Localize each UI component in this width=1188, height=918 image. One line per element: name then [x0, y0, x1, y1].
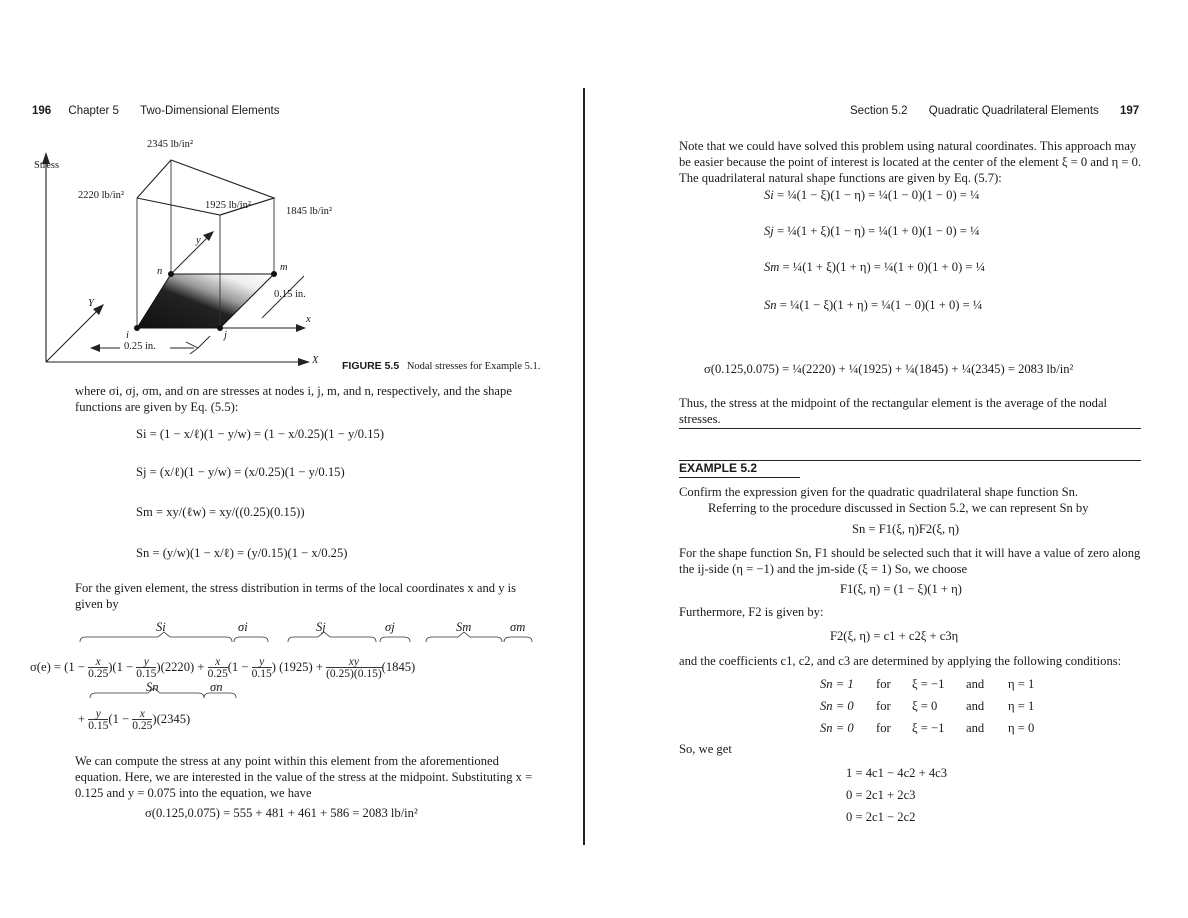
left-page-header: [32, 105, 279, 117]
height-dim-label: 0.15 in.: [274, 289, 306, 300]
natural-sj-name: Sj: [764, 224, 774, 238]
page-gutter: [583, 88, 585, 845]
global-x-arrow-icon: [298, 358, 310, 366]
node-m-label: m: [280, 262, 288, 273]
cond-2-eta: η = 1: [1008, 699, 1035, 713]
section-label: Section 5.2: [850, 105, 908, 117]
example-title-underline: [679, 477, 800, 478]
node-i-label: i: [126, 330, 129, 341]
stress-i-label: 2220 lb/in²: [78, 190, 125, 201]
equation-sn: Sn = F1(ξ, η)F2(ξ, η): [852, 522, 960, 536]
width-dim-label: 0.25 in.: [124, 341, 156, 352]
cond-2-and: and: [966, 699, 985, 713]
cond-1-and: and: [966, 677, 985, 691]
natural-sn-sub: (1 − 0)(1 + 0): [890, 298, 960, 312]
cond-2-s: Sn = 0: [820, 699, 854, 713]
local-x-arrow-icon: [296, 324, 306, 332]
stress-j-label: 1925 lb/in²: [205, 200, 252, 211]
natural-sm-sub: (1 + 0)(1 + 0): [893, 260, 963, 274]
left-para-1: where σi, σj, σm, and σn are stresses at nodes i, j, m, and n, respectively, and the shape functions are given by Eq. (5.5):: [75, 384, 512, 414]
cond-3-xi: ξ = −1: [912, 721, 945, 735]
shape-function-sn: Sn = (y/w)(1 − x/ℓ) = (y/0.15)(1 − x/0.25): [136, 546, 348, 560]
label-sj: Sj: [316, 620, 326, 634]
label-sigma-i: σi: [238, 620, 248, 634]
natural-sm-name: Sm: [764, 260, 780, 274]
figure-caption-label: FIGURE 5.5: [342, 360, 400, 372]
natural-si-name: Si: [764, 188, 774, 202]
local-y-axis: [171, 235, 210, 274]
global-x-label: X: [312, 355, 319, 366]
section-rule-1: [679, 428, 1141, 429]
label-sigma-j: σj: [385, 620, 395, 634]
cond-3-s: Sn = 0: [820, 721, 854, 735]
system-eq-2: 0 = 2c1 + 2c3: [846, 788, 916, 802]
right-para-1: Note that we could have solved this problem using natural coordinates. This approach may be easier because the point of interest is located at the center of the element ξ = 0 and η = 0. The quadrilateral natural shape functions are given by Eq. (5.7):: [679, 139, 1142, 185]
right-para-7: and the coefficients c1, c2, and c3 are determined by applying the following conditions:: [679, 654, 1122, 668]
example-title: EXAMPLE 5.2: [679, 461, 758, 475]
stress-eq-lhs: σ(e) =: [30, 659, 62, 674]
system-eq-1: 1 = 4c1 − 4c2 + 4c3: [846, 766, 948, 780]
cond-2-xi: ξ = 0: [912, 699, 938, 713]
label-sigma-m: σm: [510, 620, 526, 634]
right-para-2: Thus, the stress at the midpoint of the rectangular element is the average of the nodal stresses.: [679, 396, 1108, 426]
figure-caption-text: Nodal stresses for Example 5.1.: [406, 361, 541, 372]
global-y-label: Y: [88, 298, 94, 309]
shape-function-sj: Sj = (x/ℓ)(1 − y/w) = (x/0.25)(1 − y/0.15): [136, 465, 345, 479]
right-page-header: [850, 105, 1139, 117]
node-n-marker: [168, 271, 174, 277]
right-sigma-line: σ(0.125,0.075) = ¼(2220) + ¼(1925) + ¼(1845) + ¼(2345) = 2083 lb/in²: [704, 362, 1074, 376]
global-y-axis: [46, 308, 100, 362]
stress-m-label: 1845 lb/in²: [286, 206, 333, 217]
node-m-marker: [271, 271, 277, 277]
natural-sj-expr: (1 + ξ)(1 − η): [796, 224, 866, 238]
equation-f2: F2(ξ, η) = c1 + c2ξ + c3η: [830, 629, 959, 643]
natural-si-expr: (1 − ξ)(1 − η): [796, 188, 866, 202]
left-result: σ(0.125,0.075) = 555 + 481 + 461 + 586 = 2083 lb/in²: [145, 806, 418, 820]
conditions-table: [820, 677, 1040, 747]
nodal-stress-diagram: [30, 138, 550, 370]
stress-value-2220: (2220): [160, 659, 195, 674]
stress-value-1845: (1845): [381, 659, 416, 674]
cond-3-and: and: [966, 721, 985, 735]
right-para-5: For the shape function Sn, F1 should be selected such that it will have a value of zero along the ij-side (η = −1) and the jm-side (ξ = 1) So, we choose: [679, 546, 1141, 576]
node-n-label: n: [157, 266, 163, 277]
right-para-4: Referring to the procedure discussed in Section 5.2, we can represent Sn by: [708, 501, 1089, 515]
section-title: Quadratic Quadrilateral Elements: [928, 105, 1099, 117]
equation-f1: F1(ξ, η) = (1 − ξ)(1 + η): [840, 582, 962, 596]
chapter-title: Two-Dimensional Elements: [140, 105, 280, 117]
right-para-3: Confirm the expression given for the quadratic quadrilateral shape function Sn.: [679, 485, 1079, 499]
cond-1-for: for: [876, 677, 891, 691]
figure-5-5: [30, 138, 550, 370]
natural-sn-name: Sn: [764, 298, 777, 312]
left-para-3: We can compute the stress at any point within this element from the aforementioned equation. Here, we are interested in the value of the stress at the midpoint. Substituting x = 0.125 and y = 0.075 into the equation, we have: [75, 754, 533, 800]
right-para-6: Furthermore, F2 is given by:: [679, 605, 824, 619]
natural-sj-sub: (1 + 0)(1 − 0): [887, 224, 957, 238]
shape-function-si: Si = (1 − x/ℓ)(1 − y/w) = (1 − x/0.25)(1 − y/0.15): [136, 427, 385, 441]
stress-value-2345: (2345): [156, 711, 191, 726]
shape-function-sm: Sm = xy/(ℓw) = xy/((0.25)(0.15)): [136, 505, 305, 519]
cond-1-eta: η = 1: [1008, 677, 1035, 691]
system-eq-3: 0 = 2c1 − 2c2: [846, 810, 916, 824]
chapter-label: Chapter 5: [68, 105, 119, 117]
stress-n-label: 2345 lb/in²: [147, 139, 194, 150]
label-sigma-n: σn: [210, 680, 223, 694]
node-j-label: j: [224, 330, 227, 341]
label-sn: Sn: [146, 680, 159, 694]
natural-sn-expr: (1 − ξ)(1 + η): [799, 298, 868, 312]
cond-3-for: for: [876, 721, 891, 735]
stress-value-1925: (1925): [279, 659, 313, 674]
left-para-2: For the given element, the stress distribution in terms of the local coordinates x and y is given by: [75, 581, 517, 611]
natural-si-sub: (1 − 0)(1 − 0): [887, 188, 957, 202]
local-y-label: y: [196, 235, 201, 246]
label-si: Si: [156, 620, 166, 634]
width-dim-left-arrow-icon: [90, 344, 100, 352]
node-j-marker: [217, 325, 223, 331]
label-sm: Sm: [456, 620, 472, 634]
right-para-8: So, we get: [679, 742, 732, 756]
stress-axis-label: Stress: [34, 160, 60, 171]
cond-1-xi: ξ = −1: [912, 677, 945, 691]
stress-equation: Si σi Sj σj Sm σm $\sigma(e) = (1 - \frac{x}{0.25})(1 - \frac{y}{0.15})(2220) + \frac{x}{0.25}(1 - \frac{y}{0.15})$ $(1925) + \frac{xy}{(0.25)(0.15)}(1845)$ Sn σn + $\frac{y}{0.15}(1 - \frac{x}{0.25})(2345)$: [30, 620, 570, 740]
element-shaded: [137, 274, 274, 328]
natural-sm-expr: (1 + ξ)(1 + η): [802, 260, 871, 274]
right-page-number: 197: [1119, 105, 1140, 117]
local-y-arrow-icon: [203, 231, 214, 241]
left-page-number: 196: [32, 105, 52, 117]
cond-2-for: for: [876, 699, 891, 713]
node-i-marker: [134, 325, 140, 331]
cond-3-eta: η = 0: [1008, 721, 1035, 735]
width-dim-tick: [198, 336, 210, 348]
local-x-label: x: [306, 314, 311, 325]
cond-1-s: Sn = 1: [820, 677, 854, 691]
